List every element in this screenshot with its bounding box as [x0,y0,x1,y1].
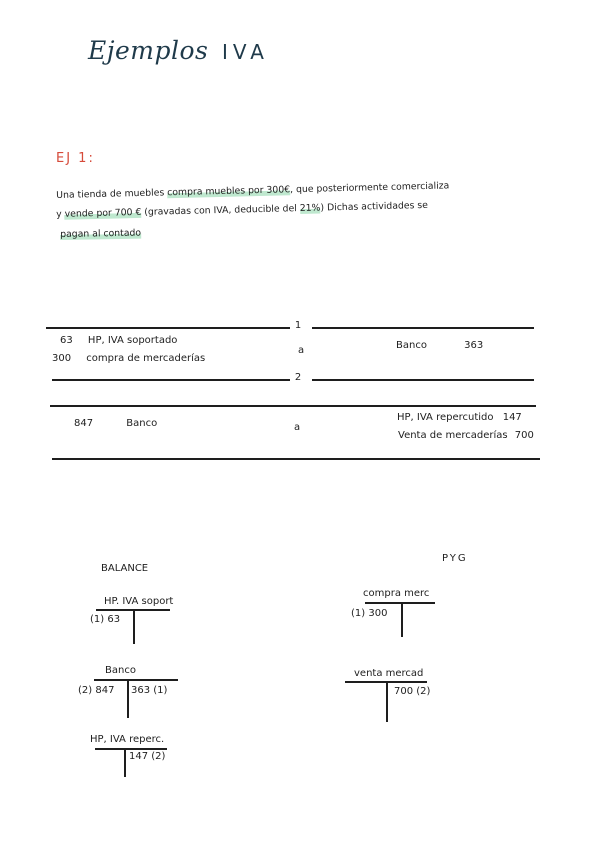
account: compra de mercaderías [86,353,206,364]
t-account-divider [401,603,403,637]
journal-rule-1-right [312,327,534,329]
entry-2-credit-2 [398,430,534,441]
statement-line-3 [60,224,141,244]
statement-highlight: pagan al contado [60,227,142,240]
page-title [88,36,208,65]
t-account-divider [133,610,135,644]
balance-title: BALANCE [101,563,149,574]
journal-rule-3 [50,405,536,407]
statement-highlight: vende por 700 € [64,206,142,220]
entry-2-connector: a [294,422,301,433]
t-account-debit: (1) 300 [351,608,388,619]
t-account-divider [124,749,126,777]
account: Venta de mercaderías [398,430,508,441]
entry-1-credit-1 [396,340,483,351]
amount: 700 [514,430,534,441]
title-sub: IVA [222,40,269,64]
t-account-title: HP. IVA soport [104,596,174,607]
pyg-title: PYG [442,553,468,564]
statement-segment: Una tienda de muebles [56,187,168,201]
entry-2-debit-1 [74,418,157,429]
t-account-divider [386,682,388,722]
statement-segment: (gravadas con IVA, deducible del [141,203,300,218]
account: Banco [396,340,427,351]
t-account-debit: (2) 847 [78,685,115,696]
journal-rule-2-right [312,379,534,381]
t-account-title: HP, IVA reperc. [90,734,165,745]
statement-segment: ) Dichas actividades se [320,199,429,214]
t-account-title: Banco [105,665,136,676]
amount: 847 [74,418,94,429]
entry-1-number: 1 [294,320,302,331]
amount: 363 [464,340,484,351]
t-account-credit: 363 (1) [131,685,168,696]
entry-1-connector: a [298,345,305,356]
amount: 147 [502,412,522,423]
account: HP, IVA soportado [87,335,178,346]
entry-2-credit-1 [397,412,522,423]
t-account-top-line [95,748,167,750]
exercise-label: EJ 1: [56,151,95,166]
account: HP, IVA repercutido [397,412,494,423]
t-account-top-line [365,602,435,604]
statement-segment: y [56,208,65,220]
t-account-credit: 147 (2) [129,751,166,762]
journal-rule-2-left [52,379,290,381]
journal-rule-4 [52,458,540,460]
statement-highlight: compra muebles por 300€ [167,184,291,199]
entry-1-debit-2 [52,353,205,364]
statement-highlight: 21% [299,202,321,215]
title-main: Ejemplos [88,36,209,65]
statement-segment: , que posteriormente comercializa [289,180,450,196]
t-account-title: venta mercad [354,668,424,679]
amount: 63 [60,335,73,346]
t-account-divider [127,680,129,718]
t-account-title: compra merc [363,588,430,599]
t-account-credit: 700 (2) [394,686,431,697]
t-account-top-line [94,679,178,681]
entry-1-debit-1 [60,335,177,346]
journal-rule-1-left [46,327,290,329]
t-account-debit: (1) 63 [90,614,121,625]
amount: 300 [52,353,72,364]
account: Banco [126,418,158,429]
entry-2-number: 2 [294,372,302,383]
